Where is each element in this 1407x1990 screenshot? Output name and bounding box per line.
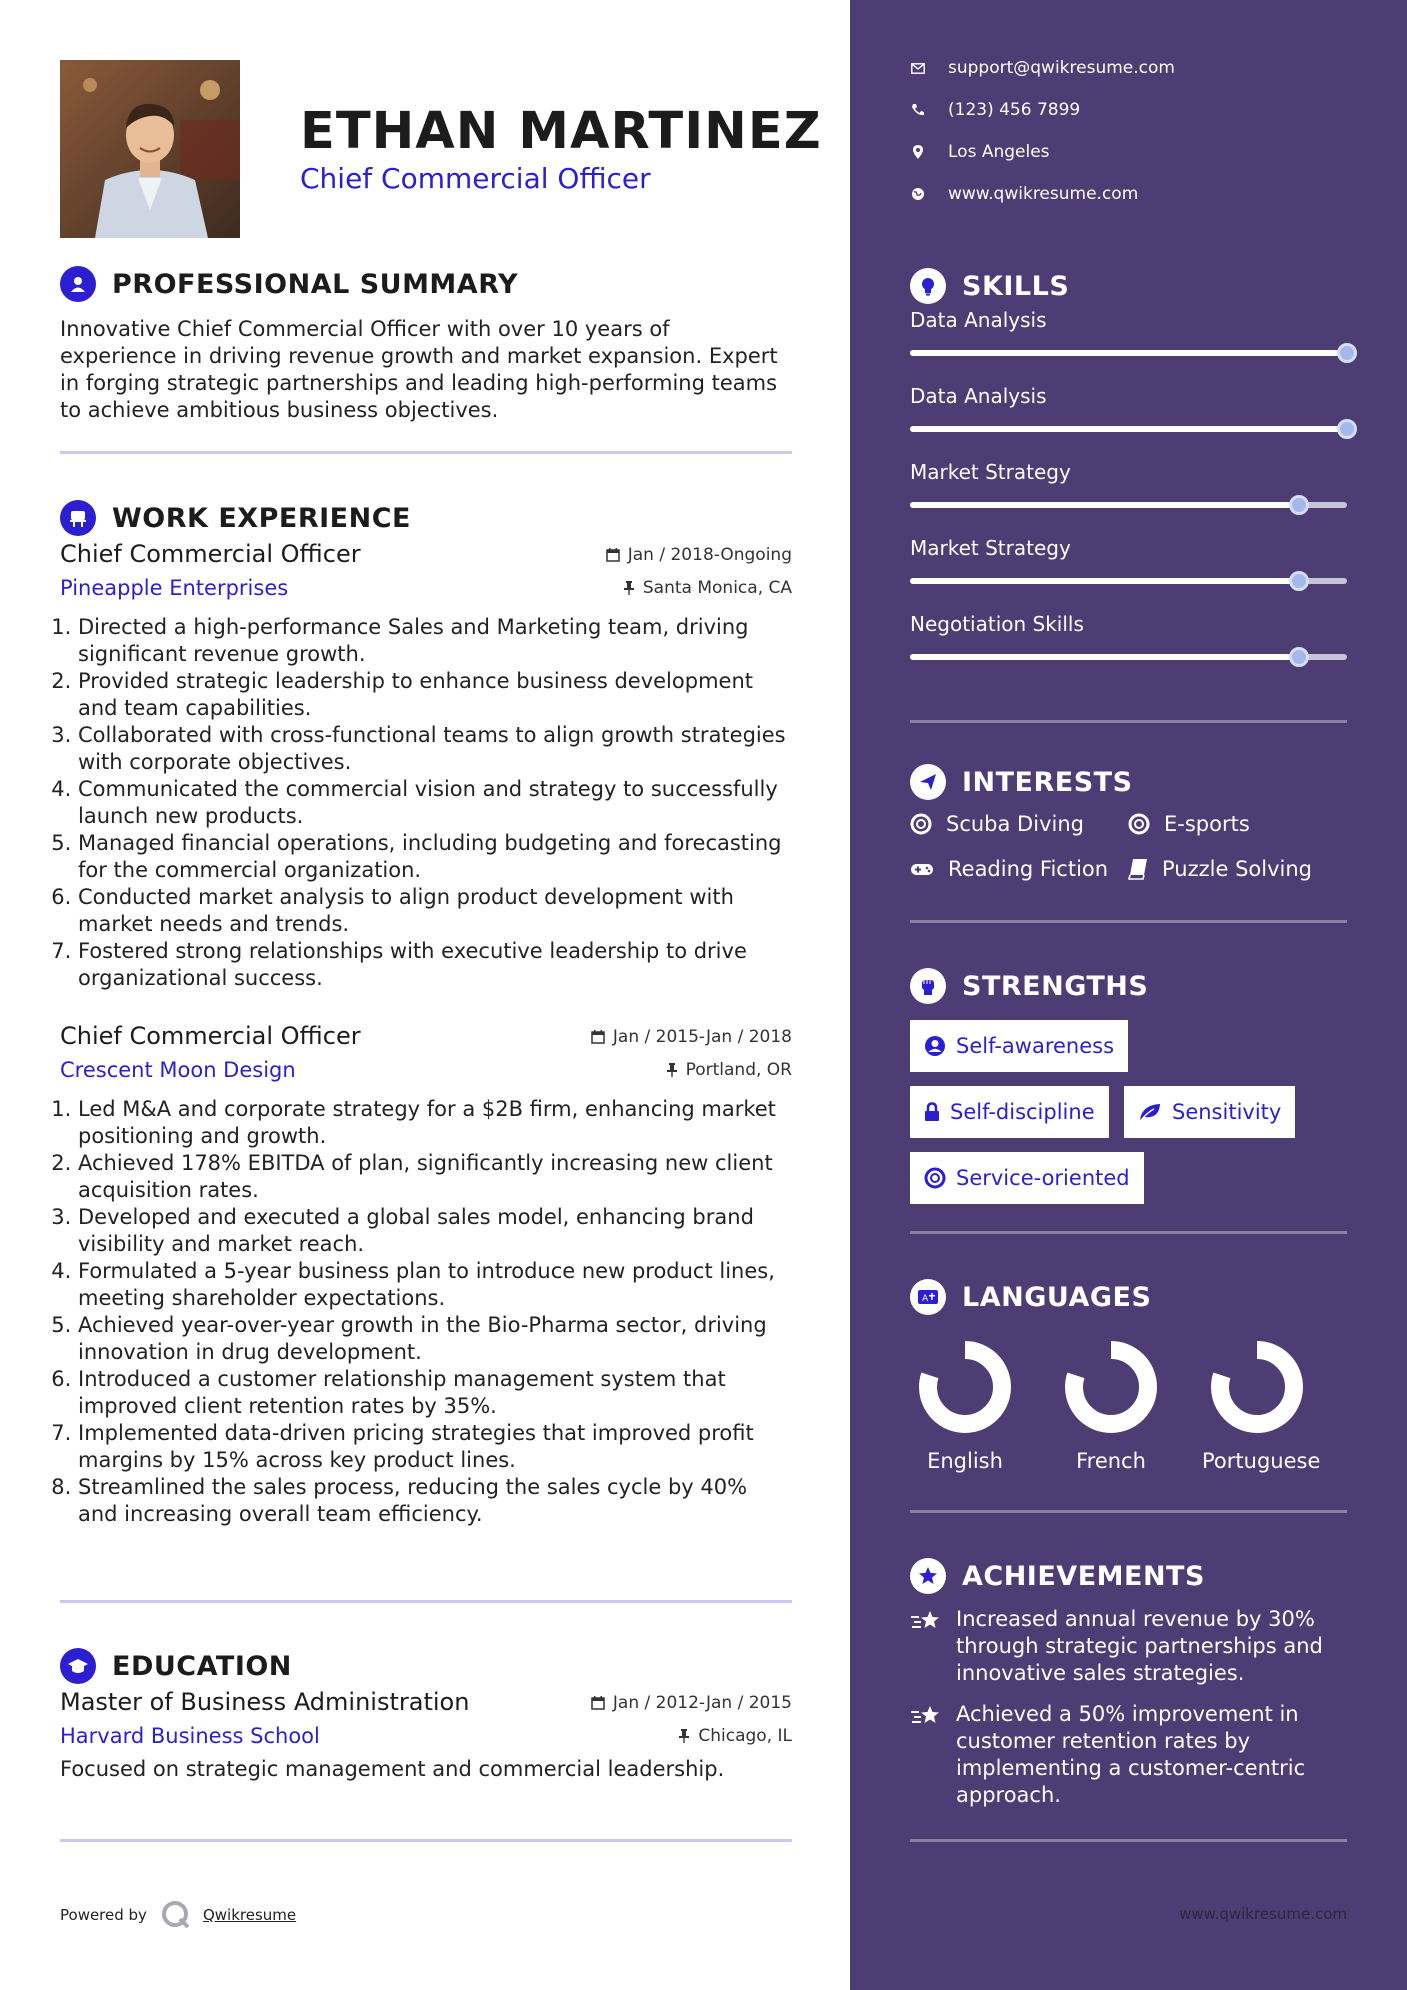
languages-section <box>910 1277 1347 1487</box>
graduation-icon <box>60 1648 96 1684</box>
bullet-item: 4. Formulated a 5-year business plan to introduce new product lines, meeting shareholder expectations. <box>78 1258 792 1312</box>
footer-website[interactable]: www.qwikresume.com <box>1179 1905 1347 1923</box>
interests-list <box>910 802 1347 892</box>
strength-label: Sensitivity <box>1172 1100 1282 1124</box>
skill-name: Data Analysis <box>910 308 1047 332</box>
achievement-item <box>910 1701 1347 1809</box>
bullet-item: 7. Fostered strong relationships with executive leadership to drive organizational success. <box>78 938 792 992</box>
skill-item <box>910 460 1347 484</box>
skill-fill <box>910 350 1347 356</box>
interest-item <box>1128 857 1312 881</box>
interest-item <box>910 812 1084 836</box>
pin-icon <box>623 581 635 595</box>
user-icon <box>60 266 96 302</box>
education-heading: EDUCATION <box>112 1650 292 1682</box>
bullet-item: 4. Communicated the commercial vision and strategy to successfully launch new products. <box>78 776 792 830</box>
school-name: Harvard Business School <box>60 1724 320 1748</box>
lightbulb-icon <box>910 268 946 304</box>
divider <box>60 451 792 454</box>
lock-icon <box>924 1102 940 1122</box>
contact-email <box>910 58 1175 78</box>
language-name: Portuguese <box>1202 1449 1321 1473</box>
life-ring-icon <box>924 1167 946 1189</box>
candidate-title: Chief Commercial Officer <box>300 162 651 195</box>
contact-phone <box>910 100 1080 120</box>
divider <box>910 1839 1347 1842</box>
language-name: French <box>1076 1449 1146 1473</box>
strength-badge <box>910 1086 1109 1138</box>
website-text[interactable]: www.qwikresume.com <box>948 184 1139 204</box>
achievement-item <box>910 1606 1347 1687</box>
divider <box>910 1231 1347 1234</box>
experience-section <box>60 498 792 1528</box>
skill-knob <box>1289 571 1309 591</box>
profile-photo <box>60 60 240 238</box>
divider <box>910 720 1347 723</box>
job-company: Pineapple Enterprises <box>60 576 289 600</box>
job-location-text: Portland, OR <box>685 1060 792 1080</box>
skill-knob <box>1289 647 1309 667</box>
life-ring-icon <box>1128 813 1150 835</box>
contact-website <box>910 184 1138 204</box>
life-ring-icon <box>910 813 932 835</box>
book-icon <box>1128 858 1148 880</box>
divider <box>60 1839 792 1842</box>
skill-fill <box>910 426 1347 432</box>
skill-name: Market Strategy <box>910 536 1071 560</box>
summary-text: Innovative Chief Commercial Officer with over 10 years of experience in driving revenue growth and market expansion. Expert in forging strategic partnerships and leading high-performing teams to achieve ambitious business objectives. <box>60 317 778 422</box>
briefcase-icon <box>60 500 96 536</box>
achievements-heading: ACHIEVEMENTS <box>962 1560 1205 1592</box>
bullet-item: 1. Directed a high-performance Sales and Marketing team, driving significant revenue growth. <box>78 614 792 668</box>
interests-section <box>910 762 1347 892</box>
job-bullets <box>60 614 792 992</box>
skill-item <box>910 308 1347 332</box>
globe-icon <box>911 187 925 201</box>
strength-label: Service-oriented <box>956 1166 1130 1190</box>
skills-heading: SKILLS <box>962 270 1070 302</box>
bullet-item: 3. Developed and executed a global sales model, enhancing brand visibility and market reach. <box>78 1204 792 1258</box>
skill-fill <box>910 654 1299 660</box>
skills-list <box>910 308 1347 638</box>
language-donut <box>1207 1337 1307 1437</box>
language-donut <box>1061 1337 1161 1437</box>
interest-label: Reading Fiction <box>948 857 1109 881</box>
skill-knob <box>1337 419 1357 439</box>
strength-label: Self-awareness <box>956 1034 1115 1058</box>
degree-title: Master of Business Administration <box>60 1688 470 1716</box>
skill-fill <box>910 502 1299 508</box>
skills-section <box>910 266 1347 638</box>
envelope-icon <box>911 63 925 74</box>
education-location <box>678 1726 792 1746</box>
skill-track <box>910 350 1347 356</box>
experience-heading: WORK EXPERIENCE <box>112 502 411 534</box>
strengths-list <box>910 1020 1347 1210</box>
job-entry <box>60 540 792 992</box>
bullet-item: 6. Conducted market analysis to align product development with market needs and trends. <box>78 884 792 938</box>
bullet-item: 2. Achieved 178% EBITDA of plan, significantly increasing new client acquisition rates. <box>78 1150 792 1204</box>
job-date <box>591 1027 792 1047</box>
education-description: Focused on strategic management and commercial leadership. <box>60 1757 725 1781</box>
education-section <box>60 1646 792 1783</box>
strength-label: Self-discipline <box>950 1100 1095 1124</box>
bullet-item: 8. Streamlined the sales process, reducing the sales cycle by 40% and increasing overall team efficiency. <box>78 1474 792 1528</box>
user-circle-icon <box>924 1035 946 1057</box>
job-entry <box>60 1022 792 1528</box>
skill-track <box>910 578 1347 584</box>
language-item <box>910 1337 1020 1473</box>
bullet-item: 7. Implemented data-driven pricing strategies that improved profit margins by 15% across key product lines. <box>78 1420 792 1474</box>
education-date-text: Jan / 2012-Jan / 2015 <box>612 1693 792 1713</box>
skill-name: Market Strategy <box>910 460 1071 484</box>
strength-badge <box>910 1020 1128 1072</box>
education-date <box>591 1693 792 1713</box>
bullet-item: 2. Provided strategic leadership to enhance business development and team capabilities. <box>78 668 792 722</box>
candidate-name: ETHAN MARTINEZ <box>300 102 822 161</box>
bullet-item: 6. Introduced a customer relationship management system that improved client retention rates by 35%. <box>78 1366 792 1420</box>
divider <box>910 920 1347 923</box>
job-location <box>666 1060 792 1080</box>
pin-icon <box>678 1729 690 1743</box>
divider <box>60 1600 792 1603</box>
skill-item <box>910 536 1347 560</box>
contact-location <box>910 142 1050 162</box>
achievements-section <box>910 1556 1347 1806</box>
skill-item <box>910 612 1347 636</box>
fist-icon <box>910 968 946 1004</box>
skill-name: Negotiation Skills <box>910 612 1084 636</box>
bullet-item: 3. Collaborated with cross-functional teams to align growth strategies with corporate objectives. <box>78 722 792 776</box>
job-date-text: Jan / 2018-Ongoing <box>627 545 792 565</box>
achievement-text: Achieved a 50% improvement in customer retention rates by implementing a customer-centric approach. <box>956 1702 1306 1807</box>
phone-text[interactable]: (123) 456 7899 <box>948 100 1081 120</box>
svg-text:A: A <box>922 1294 929 1304</box>
skill-track <box>910 502 1347 508</box>
language-item <box>1202 1337 1321 1473</box>
calendar-icon <box>606 548 620 562</box>
star-badge-icon <box>910 1558 946 1594</box>
interest-label: Scuba Diving <box>946 812 1084 836</box>
languages-list <box>910 1337 1347 1487</box>
interest-label: E-sports <box>1164 812 1250 836</box>
shooting-star-icon <box>910 1610 942 1634</box>
skill-knob <box>1289 495 1309 515</box>
language-name: English <box>927 1449 1003 1473</box>
location-text: Los Angeles <box>948 142 1050 162</box>
language-donut <box>915 1337 1015 1437</box>
divider <box>910 1510 1347 1513</box>
strengths-heading: STRENGTHS <box>962 970 1149 1002</box>
skill-name: Data Analysis <box>910 384 1047 408</box>
language-item <box>1056 1337 1166 1473</box>
skill-track <box>910 654 1347 660</box>
job-title: Chief Commercial Officer <box>60 540 361 568</box>
summary-section <box>60 264 792 424</box>
interest-label: Puzzle Solving <box>1162 857 1312 881</box>
skill-knob <box>1337 343 1357 363</box>
location-marker-icon <box>913 145 923 159</box>
job-title: Chief Commercial Officer <box>60 1022 361 1050</box>
skill-item <box>910 384 1347 408</box>
powered-by-label: Powered by <box>60 1906 147 1924</box>
qwikresume-link[interactable]: Qwikresume <box>202 1906 297 1924</box>
email-text[interactable]: support@qwikresume.com <box>948 58 1175 78</box>
job-location <box>623 578 792 598</box>
phone-icon <box>911 103 925 117</box>
paper-plane-icon <box>910 764 946 800</box>
strength-badge <box>1124 1086 1295 1138</box>
calendar-icon <box>591 1696 605 1710</box>
bullet-item: 5. Managed financial operations, including budgeting and forecasting for the commercial organization. <box>78 830 792 884</box>
powered-by <box>60 1900 296 1930</box>
achievement-text: Increased annual revenue by 30% through strategic partnerships and innovative sales strategies. <box>956 1607 1323 1685</box>
job-date-text: Jan / 2015-Jan / 2018 <box>612 1027 792 1047</box>
pin-icon <box>666 1063 678 1077</box>
strength-badge <box>910 1152 1144 1204</box>
summary-heading: PROFESSIONAL SUMMARY <box>112 268 519 300</box>
job-bullets <box>60 1096 792 1528</box>
translate-icon <box>910 1279 946 1315</box>
leaf-icon <box>1138 1102 1162 1122</box>
interests-heading: INTERESTS <box>962 766 1133 798</box>
bullet-item: 1. Led M&A and corporate strategy for a $2B firm, enhancing market positioning and growth. <box>78 1096 792 1150</box>
achievements-list <box>910 1606 1347 1806</box>
interest-item <box>1128 812 1250 836</box>
languages-heading: LANGUAGES <box>962 1281 1152 1313</box>
job-date <box>606 545 792 565</box>
qwikresume-logo-icon <box>161 1900 191 1930</box>
job-company: Crescent Moon Design <box>60 1058 296 1082</box>
calendar-icon <box>591 1030 605 1044</box>
job-location-text: Santa Monica, CA <box>642 578 792 598</box>
skill-fill <box>910 578 1299 584</box>
gamepad-icon <box>910 861 934 877</box>
skill-track <box>910 426 1347 432</box>
shooting-star-icon <box>910 1705 942 1729</box>
interest-item <box>910 857 1108 881</box>
bullet-item: 5. Achieved year-over-year growth in the Bio-Pharma sector, driving innovation in drug development. <box>78 1312 792 1366</box>
sidebar <box>850 0 1407 1990</box>
education-location-text: Chicago, IL <box>698 1726 792 1746</box>
strengths-section <box>910 966 1347 1210</box>
